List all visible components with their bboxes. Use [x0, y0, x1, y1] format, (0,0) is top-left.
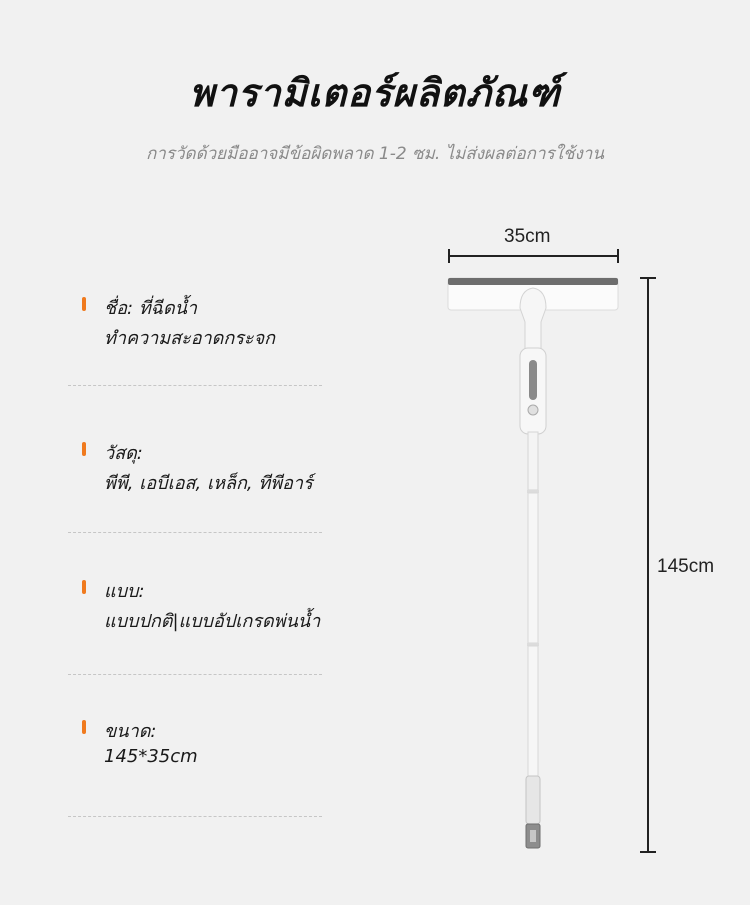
height-label: 145cm	[657, 556, 715, 577]
spec-label: วัสดุ:	[104, 443, 143, 464]
page-title: พารามิเตอร์ผลิตภัณฑ์	[189, 71, 561, 115]
pole-end-cap	[526, 776, 540, 848]
height-dimension-line	[640, 278, 656, 852]
width-label: 35cm	[504, 226, 551, 247]
measurement-note: การวัดด้วยมืออาจมีข้อผิดพลาด 1-2 ซม. ไม่ส่งผลต่อการใช้งาน	[146, 144, 604, 164]
squeegee-head	[448, 278, 618, 350]
spec-value: แบบปกติ|แบบอัปเกรดพ่นน้ำ	[104, 611, 321, 632]
spec-label: ขนาด:	[104, 721, 157, 742]
telescopic-pole	[527, 432, 539, 776]
spec-value: พีพี, เอบีเอส, เหล็ก, ทีพีอาร์	[104, 473, 313, 494]
spec-label: แบบ:	[104, 581, 145, 602]
handle-grip	[520, 348, 546, 434]
width-dimension-line	[449, 249, 618, 263]
spec-value: ทำความสะอาดกระจก	[104, 328, 276, 349]
spec-value: 145*35cm	[104, 746, 198, 767]
spec-label: ชื่อ: ที่ฉีดน้ำ	[104, 298, 198, 319]
